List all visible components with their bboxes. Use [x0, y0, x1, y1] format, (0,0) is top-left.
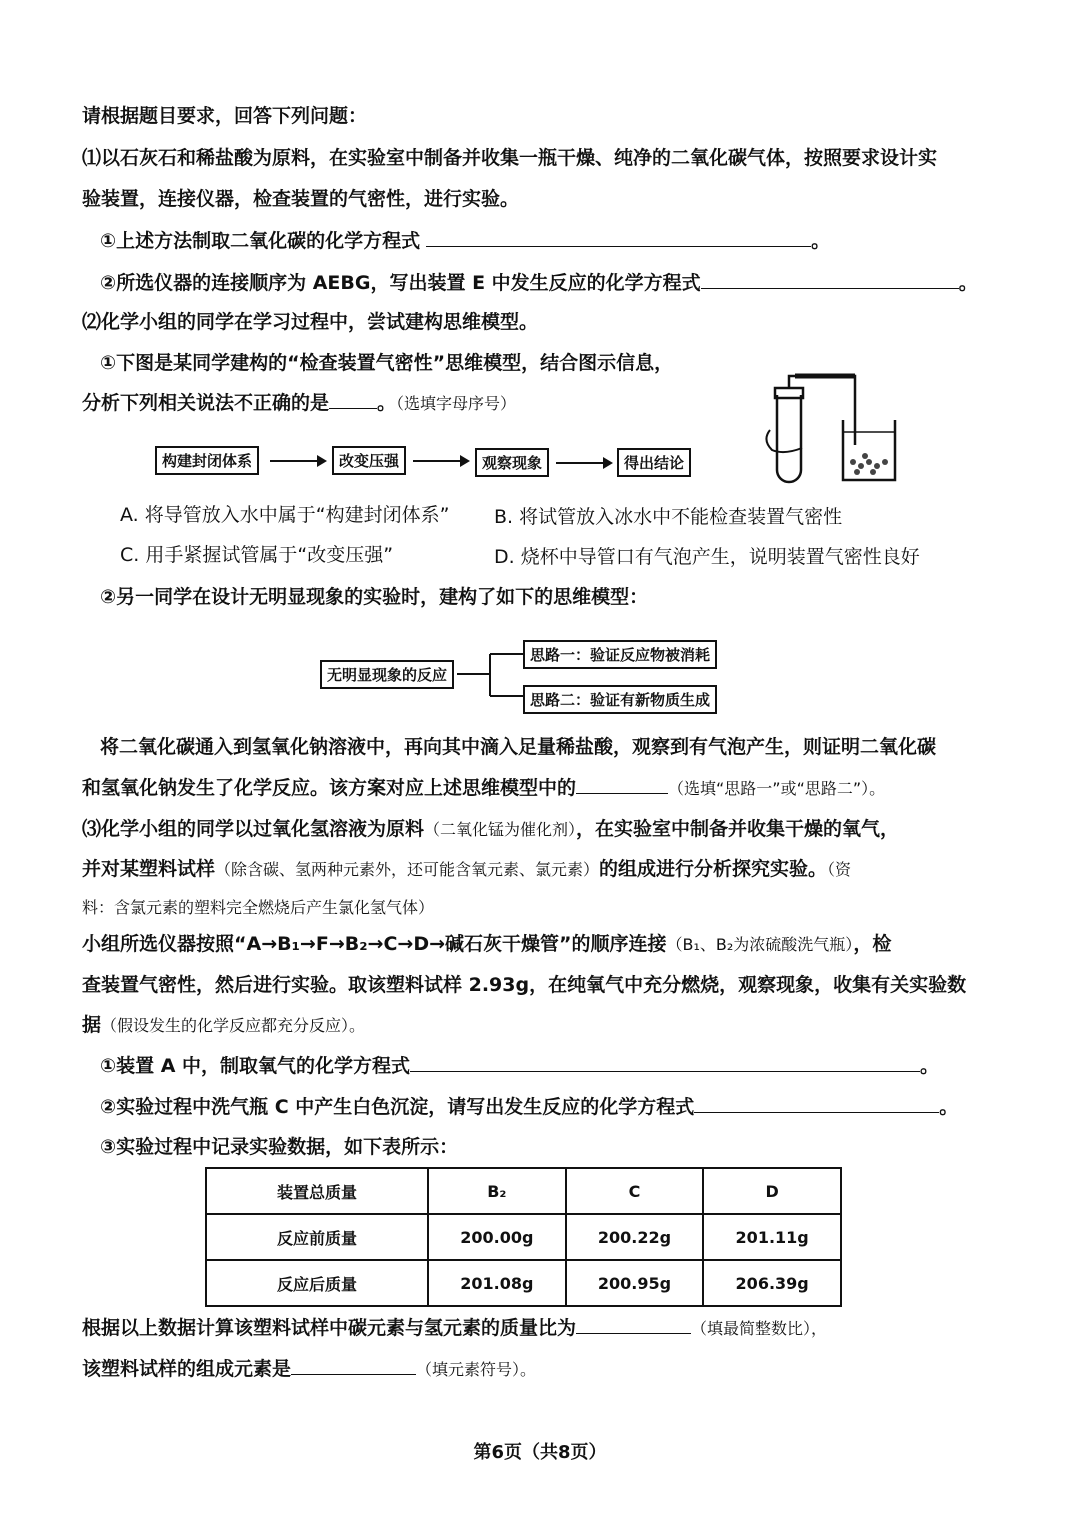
q3-line6 [82, 1012, 365, 1039]
q3-sub2 [100, 1094, 958, 1120]
data-table [205, 1167, 842, 1307]
table-cell: 反应后质量 [206, 1260, 428, 1306]
q2-sub1-line1: ①下图是某同学建构的“检查装置气密性”思维模型，结合图示信息， [100, 352, 674, 374]
q3-sub1 [100, 1053, 939, 1079]
model-branch-2: 思路二：验证有新物质生成 [523, 685, 717, 714]
hint: （资 [827, 860, 852, 879]
flow-step-4: 得出结论 [617, 448, 691, 477]
text: ，在实验室中制备并收集干燥的氧气， [576, 818, 900, 840]
arrow-icon [556, 462, 611, 464]
table-row [206, 1214, 841, 1260]
q3-line3: 料：含氯元素的塑料完全燃烧后产生氯化氢气体） [82, 898, 435, 917]
q1-line2: 验装置，连接仪器，检查装置的气密性，进行实验。 [82, 188, 520, 210]
hint: （假设发生的化学反应都充分反应）。 [101, 1016, 366, 1035]
q2-line1: ⑵化学小组的同学在学习过程中，尝试建构思维模型。 [82, 311, 539, 333]
text: 该塑料试样的组成元素是 [82, 1358, 292, 1380]
q2-sub1-line2 [82, 390, 516, 417]
text: 根据以上数据计算该塑料试样中碳元素与氢元素的质量比为 [82, 1317, 577, 1339]
period: 。 [377, 392, 397, 414]
page-footer: 第6页（共8页） [473, 1442, 607, 1463]
text: ①装置 A 中，制取氧气的化学方程式 [100, 1055, 411, 1077]
q3-line2 [82, 856, 851, 883]
table-cell: 200.00g [428, 1214, 566, 1260]
model-bracket [455, 650, 525, 702]
hint: （填最简整数比）， [691, 1319, 828, 1338]
q3-calc2 [82, 1356, 536, 1383]
option-b: B. 将试管放入冰水中不能检查装置气密性 [494, 506, 843, 528]
q3-calc1 [82, 1315, 827, 1342]
hint: （B₁、B₂为浓硫酸洗气瓶） [666, 935, 854, 954]
period: 。 [920, 1055, 940, 1077]
table-cell: 206.39g [703, 1260, 841, 1306]
text: 的组成进行分析探究实验。 [599, 858, 828, 880]
q1-sub1 [100, 228, 830, 254]
hint: （二氧化锰为催化剂） [424, 820, 577, 839]
q3-line5: 查装置气密性，然后进行实验。取该塑料试样 2.93g，在纯氧气中充分燃烧，观察现象，收集有关实验数 [82, 974, 967, 996]
hint: （选填“思路一”或“思路二”）。 [668, 779, 886, 798]
intro: 请根据题目要求，回答下列问题： [82, 105, 368, 127]
flow-step-2: 改变压强 [332, 446, 406, 475]
q2-sub1-text: 分析下列相关说法不正确的是 [82, 392, 330, 414]
table-row [206, 1260, 841, 1306]
model-root: 无明显现象的反应 [320, 660, 454, 689]
text: 据 [82, 1014, 102, 1036]
text: 并对某塑料试样 [82, 858, 216, 880]
answer-blank[interactable] [291, 1356, 416, 1375]
answer-blank[interactable] [701, 270, 959, 289]
q2-sub2: ②另一同学在设计无明显现象的实验时，建构了如下的思维模型： [100, 586, 649, 608]
hint: （选填字母序号） [396, 394, 517, 413]
table-cell: 200.95g [566, 1260, 704, 1306]
table-cell: 反应前质量 [206, 1214, 428, 1260]
option-c: C. 用手紧握试管属于“改变压强” [120, 544, 394, 566]
q3-line1 [82, 816, 899, 843]
text: ，检 [853, 933, 892, 955]
hint: （除含碳、氢两种元素外，还可能含氧元素、氯元素） [215, 860, 600, 879]
period: 。 [939, 1096, 959, 1118]
flow-step-1: 构建封闭体系 [155, 446, 259, 475]
text: 小组所选仪器按照“A→B₁→F→B₂→C→D→碱石灰干燥管”的顺序连接 [82, 933, 667, 955]
table-cell: 201.08g [428, 1260, 566, 1306]
table-header: 装置总质量 [206, 1168, 428, 1214]
text: ②实验过程中洗气瓶 C 中产生白色沉淀，请写出发生反应的化学方程式 [100, 1096, 695, 1118]
answer-blank[interactable] [329, 390, 377, 409]
answer-blank[interactable] [576, 775, 668, 794]
answer-blank[interactable] [426, 228, 811, 247]
q2-para-text: 和氢氧化钠发生了化学反应。该方案对应上述思维模型中的 [82, 777, 577, 799]
table-header: C [566, 1168, 704, 1214]
flow-step-3: 观察现象 [475, 448, 549, 477]
arrow-icon [413, 460, 468, 462]
model-branch-1: 思路一：验证反应物被消耗 [523, 640, 717, 669]
answer-blank[interactable] [576, 1315, 691, 1334]
answer-blank[interactable] [694, 1094, 939, 1113]
q3-line4 [82, 931, 891, 958]
q2-para-line1: 将二氧化碳通入到氢氧化钠溶液中，再向其中滴入足量稀盐酸，观察到有气泡产生，则证明二氧化碳 [100, 736, 937, 758]
table-header: D [703, 1168, 841, 1214]
arrow-icon [270, 460, 325, 462]
table-header: B₂ [428, 1168, 566, 1214]
option-d: D. 烧杯中导管口有气泡产生，说明装置气密性良好 [494, 546, 920, 568]
period: 。 [958, 272, 978, 294]
q1-sub2-text: ②所选仪器的连接顺序为 AEBG，写出装置 E 中发生反应的化学方程式 [100, 272, 701, 294]
period: 。 [811, 230, 831, 252]
airtightness-apparatus-icon [765, 370, 925, 485]
table-header-row [206, 1168, 841, 1214]
q2-para-line2 [82, 775, 885, 802]
table-cell: 201.11g [703, 1214, 841, 1260]
q1-sub2 [100, 270, 978, 296]
option-a: A. 将导管放入水中属于“构建封闭体系” [120, 504, 450, 526]
answer-blank[interactable] [410, 1053, 920, 1072]
q1-line1: ⑴以石灰石和稀盐酸为原料，在实验室中制备并收集一瓶干燥、纯净的二氧化碳气体，按照要求设计实 [82, 147, 938, 169]
text: ⑶化学小组的同学以过氧化氢溶液为原料 [82, 818, 425, 840]
q1-sub1-text: ①上述方法制取二氧化碳的化学方程式 [100, 230, 421, 252]
q3-sub3: ③实验过程中记录实验数据，如下表所示： [100, 1136, 459, 1158]
table-cell: 200.22g [566, 1214, 704, 1260]
hint: （填元素符号）。 [416, 1360, 537, 1379]
